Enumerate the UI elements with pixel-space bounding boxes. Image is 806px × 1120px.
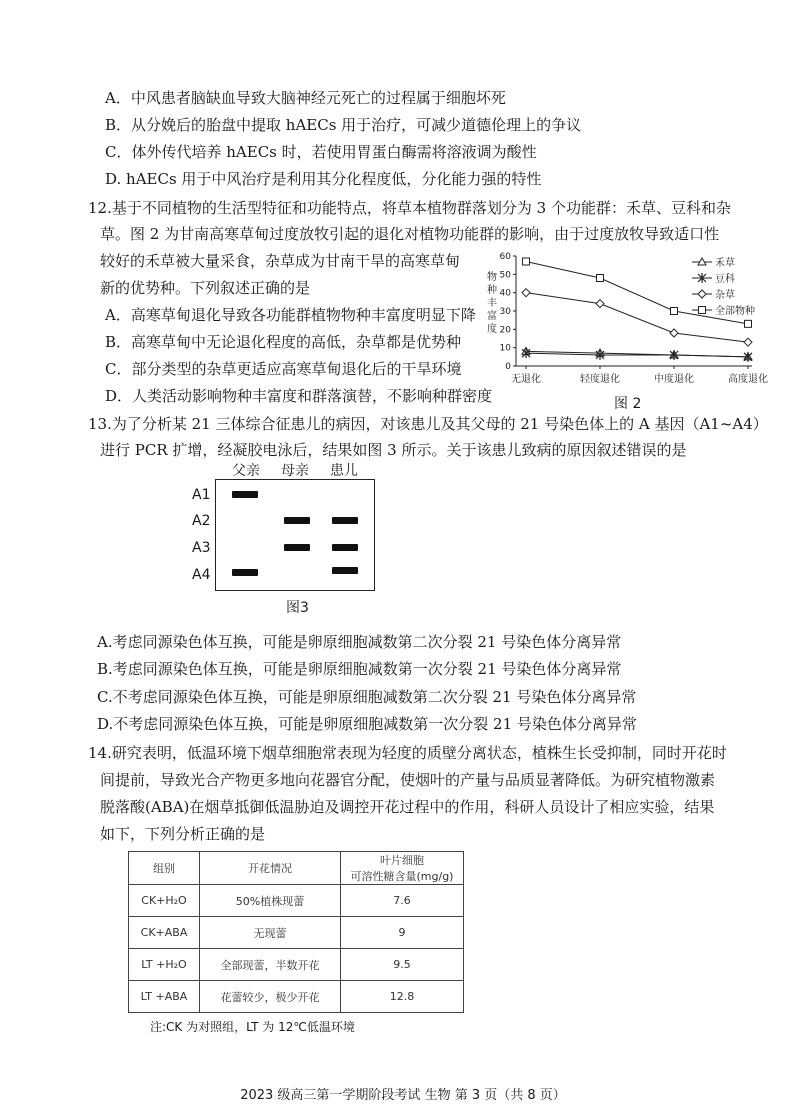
- table-row: [129, 885, 464, 917]
- table-header-sugar-line2: 可溶性糖含量(mg/g): [350, 870, 454, 883]
- table-header-sugar: [341, 852, 464, 885]
- table-cell: 9: [341, 917, 464, 949]
- legend-label: 全部物种: [715, 306, 755, 317]
- y-axis-label-char: 丰: [487, 298, 497, 309]
- point-marker: [698, 290, 706, 298]
- table-cell: 12.8: [341, 981, 464, 1013]
- point-marker: [670, 329, 678, 337]
- band-child-a2: [332, 517, 358, 524]
- point-marker: [522, 289, 530, 297]
- q13-option-b: B.考虑同源染色体互换，可能是卵原细胞减数第一次分裂 21 号染色体分离异常: [97, 660, 622, 678]
- figure-2-caption: 图 2: [614, 396, 642, 412]
- q11-option-b: B．从分娩后的胎盘中提取 hAECs 用于治疗，可减少道德伦理上的争议: [105, 116, 582, 134]
- point-marker: [523, 258, 530, 265]
- x-tick-label: 无退化: [511, 374, 541, 385]
- gel-column-child: 患儿: [330, 463, 358, 479]
- table-cell: LT +ABA: [129, 981, 200, 1013]
- table-row: [129, 981, 464, 1013]
- table-cell: CK+H₂O: [129, 885, 200, 917]
- table-cell: 50%植株现蕾: [200, 885, 341, 917]
- point-marker: [671, 308, 678, 315]
- q14-stem-line3: 脱落酸(ABA)在烟草抵御低温胁迫及调控开花过程中的作用，科研人员设计了相应实验，结果: [100, 798, 715, 816]
- figure-3-caption: 图3: [286, 600, 309, 616]
- table-cell: CK+ABA: [129, 917, 200, 949]
- table-cell: 全部现蕾，半数开花: [200, 949, 341, 981]
- table-header-sugar-line1: 叶片细胞: [380, 854, 424, 867]
- q13-option-d: D.不考虑同源染色体互换，可能是卵原细胞减数第一次分裂 21 号染色体分离异常: [97, 715, 637, 733]
- q11-option-c: C．体外传代培养 hAECs 时，若使用胃蛋白酶需将溶液调为酸性: [105, 143, 537, 161]
- y-axis-label-char: 物: [487, 272, 497, 283]
- gel-row-a1: A1: [192, 487, 211, 503]
- y-axis-label-char: 种: [487, 285, 497, 296]
- x-tick-label: 轻度退化: [580, 374, 620, 385]
- q12-stem-line2: 草。图 2 为甘南高寒草甸过度放牧引起的退化对植物功能群的影响，由于过度放牧导致适口性: [100, 225, 720, 243]
- aba-results-table: [128, 851, 464, 1013]
- table-cell: LT +H₂O: [129, 949, 200, 981]
- q14-stem-line1: 14.研究表明，低温环境下烟草细胞常表现为轻度的质壁分离状态，植株生长受抑制，同时开花时: [88, 744, 727, 762]
- y-tick-label: 40: [499, 288, 511, 299]
- x-tick-label: 高度退化: [728, 374, 768, 385]
- q13-option-a: A.考虑同源染色体互换，可能是卵原细胞减数第二次分裂 21 号染色体分离异常: [97, 633, 622, 651]
- gel-electrophoresis-box: [215, 479, 375, 591]
- gel-column-mother: 母亲: [281, 463, 309, 479]
- table-row: [129, 949, 464, 981]
- figure-2-line-chart: [486, 250, 786, 410]
- table-row: [129, 917, 464, 949]
- gel-row-a3: A3: [192, 540, 211, 556]
- legend-label: 禾草: [715, 258, 735, 269]
- gel-row-a4: A4: [192, 567, 211, 583]
- table-note: 注:CK 为对照组，LT 为 12℃低温环境: [150, 1020, 355, 1034]
- gel-column-father: 父亲: [232, 463, 260, 479]
- legend-label: 豆科: [715, 274, 735, 285]
- q13-stem-line1: 13.为了分析某 21 三体综合征患儿的病因，对该患儿及其父母的 21 号染色体上的 A 基因（A1~A4）: [88, 415, 768, 433]
- table-cell: 7.6: [341, 885, 464, 917]
- y-tick-label: 50: [499, 270, 511, 281]
- gel-row-a2: A2: [192, 513, 211, 529]
- q12-stem-line4: 新的优势种。下列叙述正确的是: [100, 279, 311, 297]
- q12-option-b: B．高寒草甸中无论退化程度的高低，杂草都是优势种: [105, 333, 462, 351]
- table-header-row: [129, 852, 464, 885]
- legend-label: 杂草: [715, 290, 735, 301]
- page-footer: 2023 级高三第一学期阶段考试 生物 第 3 页（共 8 页）: [240, 1088, 566, 1103]
- y-axis-label-char: 度: [487, 324, 497, 335]
- y-tick-label: 0: [505, 362, 511, 372]
- q11-option-d: D. hAECs 用于中风治疗是利用其分化程度低，分化能力强的特性: [105, 170, 542, 188]
- y-tick-label: 30: [499, 307, 511, 317]
- q14-stem-line2: 间提前，导致光合产物更多地向花器官分配，使烟叶的产量与品质显著降低。为研究植物激素: [100, 771, 716, 789]
- q14-stem-line4: 如下，下列分析正确的是: [100, 825, 266, 843]
- band-mother-a3: [284, 544, 310, 551]
- y-tick-label: 20: [499, 325, 511, 336]
- table-cell: 9.5: [341, 949, 464, 981]
- table-header-flowering: 开花情况: [200, 852, 341, 885]
- point-marker: [597, 275, 604, 282]
- y-axis-label-char: 富: [487, 311, 497, 322]
- q12-option-a: A．高寒草甸退化导致各功能群植物物种丰富度明显下降: [105, 306, 476, 324]
- q13-stem-line2: 进行 PCR 扩增，经凝胶电泳后，结果如图 3 所示。关于该患儿致病的原因叙述错误的是: [100, 441, 687, 459]
- band-father-a1: [232, 491, 258, 498]
- q12-stem-line3: 较好的禾草被大量采食，杂草成为甘南干旱的高寒草甸: [100, 252, 461, 270]
- y-tick-label: 60: [499, 252, 511, 262]
- band-child-a4: [332, 567, 358, 574]
- point-marker: [745, 320, 752, 327]
- y-tick-label: 10: [499, 343, 511, 354]
- band-mother-a2: [284, 517, 310, 524]
- q12-stem-line1: 12.基于不同植物的生活型特征和功能特点，将草本植物群落划分为 3 个功能群：禾草、豆科和杂: [88, 199, 731, 217]
- q11-option-a: A．中风患者脑缺血导致大脑神经元死亡的过程属于细胞坏死: [105, 89, 506, 107]
- q12-option-c: C．部分类型的杂草更适应高寒草甸退化后的干旱环境: [105, 360, 462, 378]
- band-child-a3: [332, 544, 358, 551]
- table-cell: 花蕾较少，极少开花: [200, 981, 341, 1013]
- q13-option-c: C.不考虑同源染色体互换，可能是卵原细胞减数第二次分裂 21 号染色体分离异常: [97, 688, 637, 706]
- q12-option-d: D．人类活动影响物种丰富度和群落演替，不影响种群密度: [105, 387, 493, 405]
- point-marker: [699, 307, 706, 314]
- x-tick-label: 中度退化: [654, 374, 694, 385]
- band-father-a4: [232, 569, 258, 576]
- table-header-group: 组别: [129, 852, 200, 885]
- point-marker: [744, 338, 752, 346]
- table-cell: 无现蕾: [200, 917, 341, 949]
- point-marker: [596, 300, 604, 308]
